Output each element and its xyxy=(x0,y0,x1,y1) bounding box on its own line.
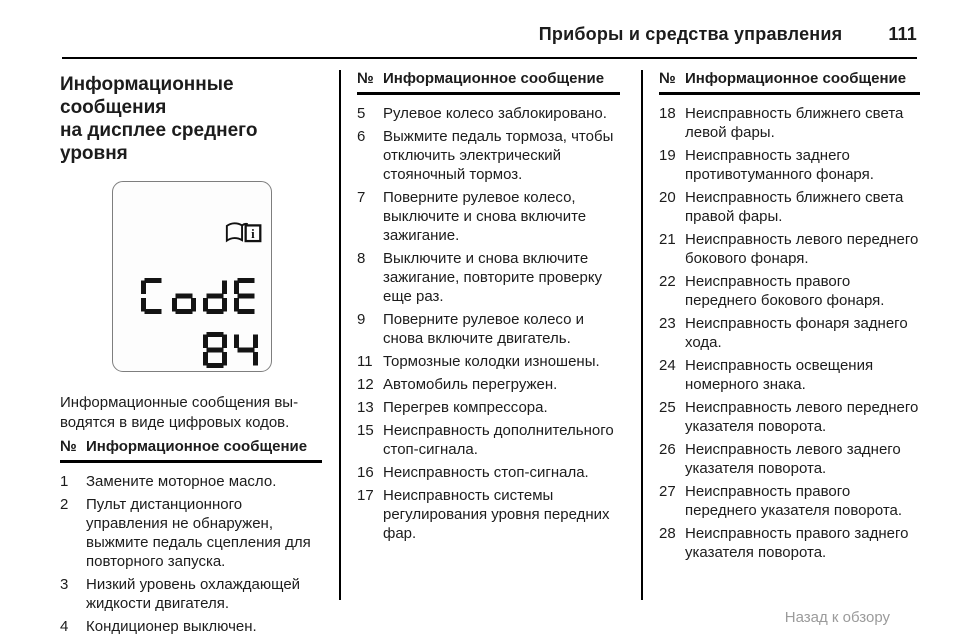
row-number: 17 xyxy=(357,487,374,504)
row-number: 23 xyxy=(659,315,676,332)
table-row xyxy=(659,356,920,394)
header-rule xyxy=(62,57,917,59)
page-header xyxy=(62,24,917,45)
table-row xyxy=(659,272,920,310)
table-header-no: № xyxy=(659,70,676,87)
table-row xyxy=(60,617,322,636)
column-messages-5-17 xyxy=(357,70,620,547)
back-to-overview-link[interactable]: Назад к обзору xyxy=(784,609,890,626)
table-header xyxy=(357,70,620,95)
row-number: 7 xyxy=(357,189,366,206)
row-number: 18 xyxy=(659,105,676,122)
table-row xyxy=(357,249,620,306)
column-divider-2 xyxy=(641,70,643,600)
row-text: Неисправность правого переднего бокового фонаря. xyxy=(685,273,885,309)
column-intro xyxy=(60,70,322,638)
row-text: Неисправность ближнего света левой фары. xyxy=(685,105,904,141)
table-header-no: № xyxy=(357,70,374,87)
section-title: Приборы и средства управления xyxy=(538,24,843,44)
table-row xyxy=(659,188,920,226)
table-row xyxy=(357,352,620,371)
intro-line1: Информационные сообщения вы- xyxy=(60,394,299,411)
row-text: Автомобиль перегружен. xyxy=(383,376,558,393)
row-text: Перегрев компрессора. xyxy=(383,399,548,416)
row-text: Выключите и снова включите зажигание, повторите проверку еще раз. xyxy=(383,250,603,305)
table-row xyxy=(60,472,322,491)
table-row xyxy=(659,440,920,478)
open-book-info-icon xyxy=(224,220,262,246)
row-text: Выжмите педаль тормоза, чтобы отключить электрический стояночный тормоз. xyxy=(383,128,614,183)
column-messages-18-28 xyxy=(659,70,920,566)
row-text: Поверните рулевое колесо, выключите и снова включите зажигание. xyxy=(383,189,587,244)
row-number: 19 xyxy=(659,147,676,164)
row-text: Тормозные колодки изношены. xyxy=(383,353,600,370)
table-row xyxy=(60,575,322,613)
row-number: 26 xyxy=(659,441,676,458)
row-text: Кондиционер выключен. xyxy=(86,618,257,635)
row-text: Неисправность дополнительного стоп-сигнала. xyxy=(383,422,614,458)
row-number: 13 xyxy=(357,399,374,416)
row-number: 5 xyxy=(357,105,366,122)
row-number: 27 xyxy=(659,483,676,500)
table-header xyxy=(60,438,322,463)
row-text: Неисправность левого заднего указателя поворота. xyxy=(685,441,901,477)
row-text: Рулевое колесо заблокировано. xyxy=(383,105,607,122)
row-text: Неисправность заднего противотуманного фонаря. xyxy=(685,147,874,183)
row-text: Пульт дистанционного управления не обнаружен, выжмите педаль сцепления для повторного запуска. xyxy=(86,496,311,570)
row-number: 9 xyxy=(357,311,366,328)
row-text: Неисправность правого заднего указателя поворота. xyxy=(685,525,909,561)
table-header-message: Информационное сообщение xyxy=(86,438,308,455)
row-number: 8 xyxy=(357,250,366,267)
row-number: 15 xyxy=(357,422,374,439)
driver-display-figure xyxy=(112,181,272,372)
table-header-message: Информационное сообщение xyxy=(685,70,907,87)
row-number: 4 xyxy=(60,618,69,635)
table-row xyxy=(659,230,920,268)
table-header xyxy=(659,70,920,95)
svg-text:i: i xyxy=(251,227,255,242)
segment-display-code-number xyxy=(203,332,258,373)
table-row xyxy=(357,421,620,459)
row-number: 16 xyxy=(357,464,374,481)
row-number: 22 xyxy=(659,273,676,290)
table-row xyxy=(357,486,620,543)
row-number: 12 xyxy=(357,376,374,393)
table-row xyxy=(357,310,620,348)
table-header-message: Информационное сообщение xyxy=(383,70,605,87)
row-number: 2 xyxy=(60,496,69,513)
row-text: Неисправность стоп-сигнала. xyxy=(383,464,589,481)
table-row xyxy=(357,104,620,123)
row-text: Неисправность левого переднего бокового фонаря. xyxy=(685,231,919,267)
row-number: 24 xyxy=(659,357,676,374)
article-title xyxy=(60,73,322,165)
message-rows-3 xyxy=(659,104,920,562)
row-text: Неисправность освещения номерного знака. xyxy=(685,357,874,393)
table-row xyxy=(659,146,920,184)
row-number: 21 xyxy=(659,231,676,248)
row-number: 28 xyxy=(659,525,676,542)
row-text: Неисправность ближнего света правой фары. xyxy=(685,189,904,225)
row-number: 11 xyxy=(357,353,373,370)
row-text: Неисправность правого переднего указателя поворота. xyxy=(685,483,903,519)
row-text: Замените моторное масло. xyxy=(86,473,277,490)
article-title-line1: Информационные сообщения xyxy=(60,74,234,118)
message-rows-1 xyxy=(60,472,322,636)
row-text: Поверните рулевое колесо и снова включите двигатель. xyxy=(383,311,584,347)
table-row xyxy=(357,127,620,184)
table-row xyxy=(659,104,920,142)
table-row xyxy=(357,463,620,482)
row-text: Низкий уровень охлаждающей жидкости двигателя. xyxy=(86,576,301,612)
table-row xyxy=(60,495,322,571)
table-row xyxy=(357,188,620,245)
table-row xyxy=(659,524,920,562)
row-number: 25 xyxy=(659,399,676,416)
table-header-no: № xyxy=(60,438,77,455)
row-number: 1 xyxy=(60,473,69,490)
table-row xyxy=(357,375,620,394)
row-number: 3 xyxy=(60,576,69,593)
row-number: 20 xyxy=(659,189,676,206)
article-title-line2: на дисплее среднего уровня xyxy=(60,120,258,164)
row-number: 6 xyxy=(357,128,366,145)
table-row xyxy=(659,482,920,520)
column-divider-1 xyxy=(339,70,341,600)
segment-display-code-text xyxy=(141,278,258,319)
table-row xyxy=(659,398,920,436)
row-text: Неисправность системы регулирования уровня передних фар. xyxy=(383,487,610,542)
row-text: Неисправность фонаря заднего хода. xyxy=(685,315,908,351)
intro-paragraph xyxy=(60,393,322,433)
row-text: Неисправность левого переднего указателя поворота. xyxy=(685,399,919,435)
page-number: 111 xyxy=(888,24,917,44)
message-rows-2 xyxy=(357,104,620,543)
intro-line2: водятся в виде цифровых кодов. xyxy=(60,414,290,431)
table-row xyxy=(357,398,620,417)
table-row xyxy=(659,314,920,352)
